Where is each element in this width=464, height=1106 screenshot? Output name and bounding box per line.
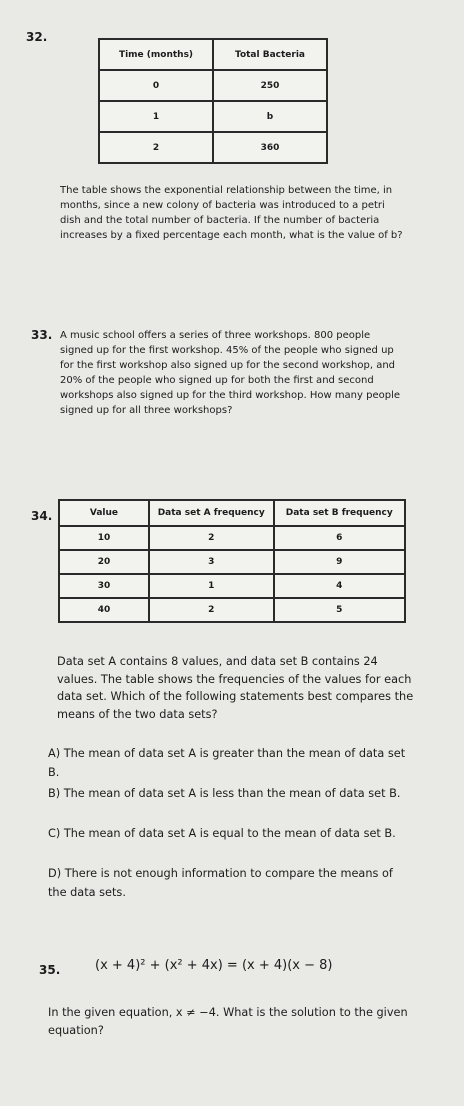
table-cell: 360	[213, 132, 327, 163]
table-cell: 9	[274, 550, 406, 574]
table-cell: 3	[149, 550, 274, 574]
question-35-equation: (x + 4)² + (x² + 4x) = (x + 4)(x − 8)	[95, 958, 333, 973]
table-header: Data set B frequency	[274, 500, 406, 526]
answer-choice-b: B) The mean of data set A is less than the mean of data set B.	[48, 787, 401, 800]
table-cell: 20	[59, 550, 149, 574]
table-cell: 2	[99, 132, 213, 163]
table-header: Data set A frequency	[149, 500, 274, 526]
bacteria-table	[98, 38, 328, 164]
table-cell: 4	[274, 574, 406, 598]
table-header: Value	[59, 500, 149, 526]
question-33-text: A music school offers a series of three workshops. 800 people signed up for the first workshop. 45% of the people who signed up for the first workshop also signed up for the second workshop, and 20% of the people who signed up for both the first and second workshops also signed up for the third workshop. How many people signed up for all three workshops?	[60, 330, 401, 416]
question-33-number: 33.	[31, 328, 53, 342]
question-35-text: In the given equation, x ≠ −4. What is the solution to the given equation?	[48, 1006, 408, 1037]
question-32-text: The table shows the exponential relationship between the time, in months, since a new colony of bacteria was introduced to a petri dish and the total number of bacteria. If the number of bacteria increases by a fixed percentage each month, what is the value of b?	[60, 185, 403, 241]
table-cell: 0	[99, 70, 213, 101]
table-cell: 250	[213, 70, 327, 101]
table-header: Total Bacteria	[213, 39, 327, 70]
frequency-table	[58, 499, 406, 623]
table-cell: 10	[59, 526, 149, 550]
answer-choice-c: C) The mean of data set A is equal to the mean of data set B.	[48, 827, 396, 840]
question-32-number: 32.	[26, 30, 48, 44]
table-cell: 6	[274, 526, 406, 550]
table-cell: 1	[99, 101, 213, 132]
table-cell: 2	[149, 598, 274, 622]
table-header: Time (months)	[99, 39, 213, 70]
table-cell: 5	[274, 598, 406, 622]
table-cell: 40	[59, 598, 149, 622]
answer-choice-a: A) The mean of data set A is greater than the mean of data set B.	[48, 747, 406, 779]
table-cell: b	[213, 101, 327, 132]
table-cell: 2	[149, 526, 274, 550]
question-34-text: Data set A contains 8 values, and data set B contains 24 values. The table shows the frequencies of the values for each data set. Which of the following statements best compares the means of the two data sets?	[57, 655, 414, 721]
table-cell: 30	[59, 574, 149, 598]
question-34-number: 34.	[31, 509, 53, 523]
table-cell: 1	[149, 574, 274, 598]
question-35-number: 35.	[39, 963, 61, 977]
answer-choice-d: D) There is not enough information to compare the means of the data sets.	[48, 867, 393, 899]
